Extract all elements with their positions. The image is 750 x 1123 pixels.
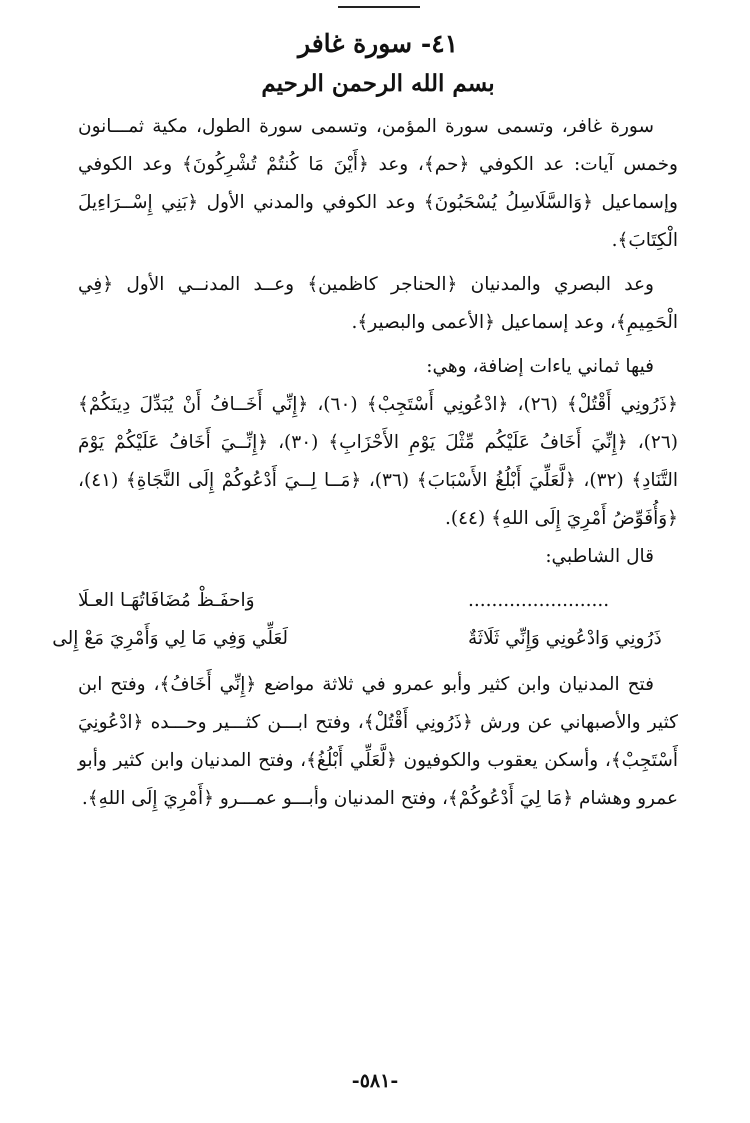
- readings-paragraph: فتح المدنيان وابن كثير وأبو عمرو في ثلاثة مواضع ﴿إِنِّي أَخَافُ﴾، وفتح ابن كثير والأصبهاني عن ورش ﴿ذَرُونِي أَقْتُلْ﴾، وفتح ابـــن كثـــير وحـــده ﴿ادْعُونِيَ أَسْتَجِبْ﴾، وأسكن يعقوب والكوفيون ﴿لَّعَلِّي أَبْلُغُ﴾، وفتح المدنيان وابن كثير وأبو عمرو وهشام ﴿مَا لِيَ أَدْعُوكُمْ﴾، وفتح المدنيان وأبـــو عمـــرو ﴿أَمْرِيَ إِلَى اللهِ﴾.: [78, 674, 678, 809]
- verse-line2-left: لَعَلِّي وَفِي مَا لِي وَأَمْرِيَ مَعْ إِلى: [52, 628, 288, 649]
- top-rule: [338, 6, 420, 8]
- intro-paragraph: سورة غافر، وتسمى سورة المؤمن، وتسمى سورة الطول، مكية ثمـــانون وخمس آيات: عد الكوفي ﴿حم﴾، وعد ﴿أَيْنَ مَا كُنتُمْ تُشْرِكُونَ﴾ وعد الكوفي وإسماعيل ﴿وَالسَّلَاسِلُ يُسْحَبُونَ﴾ وعد الكوفي والمدني الأول ﴿بَنِي إِسْــرَاءِيلَ الْكِتَابَ﴾.: [78, 116, 678, 251]
- page-content: [52, 24, 678, 818]
- basmala: بسم الله الرحمن الرحيم: [261, 70, 495, 97]
- poem-verse: [52, 582, 678, 658]
- verse-line2-right: ذَرُونِي وَادْعُونِي وَإِنِّي ثَلَاثَةٌ: [468, 628, 662, 649]
- count-paragraph: وعد البصري والمدنيان ﴿الحناجر كاظمين﴾ وعــد المدنــي الأول ﴿فِي الْحَمِيمِ﴾، وعد إسماعيل ﴿الأعمى والبصير﴾.: [78, 274, 678, 333]
- shatibi-intro: قال الشاطبي:: [545, 546, 654, 567]
- page-number: -٥٨١-: [351, 1070, 399, 1092]
- yaat-list-paragraph: ﴿ذَرُونِي أَقْتُلْ﴾ (٢٦)، ﴿ادْعُونِي أَسْتَجِبْ﴾ (٦٠)، ﴿إِنِّي أَخَــافُ أَنْ يُبَدِّلَ دِينَكُمْ﴾ (٢٦)، ﴿إِنِّيَ أَخَافُ عَلَيْكُم مِّثْلَ يَوْمِ الأَحْزَابِ﴾ (٣٠)، ﴿إِنِّــيَ أَخَافُ عَلَيْكُمْ يَوْمَ التَّنَادِ﴾ (٣٢)، ﴿لَّعَلِّيَ أَبْلُغُ الأَسْبَابَ﴾ (٣٦)، ﴿مَــا لِــيَ أَدْعُوكُمْ إِلَى النَّجَاةِ﴾ (٤١)، ﴿وَأُفَوِّضُ أَمْرِيَ إِلَى اللهِ﴾ (٤٤).: [78, 394, 678, 529]
- verse-line1-right: ........................: [468, 590, 610, 611]
- surah-title: ٤١- سورة غافر: [297, 29, 459, 58]
- verse-line1-left: وَاحفَـظْ مُضَافَاتُهَـا العـلَا: [78, 590, 255, 611]
- yaat-heading: فيها ثماني ياءات إضافة، وهي:: [426, 356, 654, 377]
